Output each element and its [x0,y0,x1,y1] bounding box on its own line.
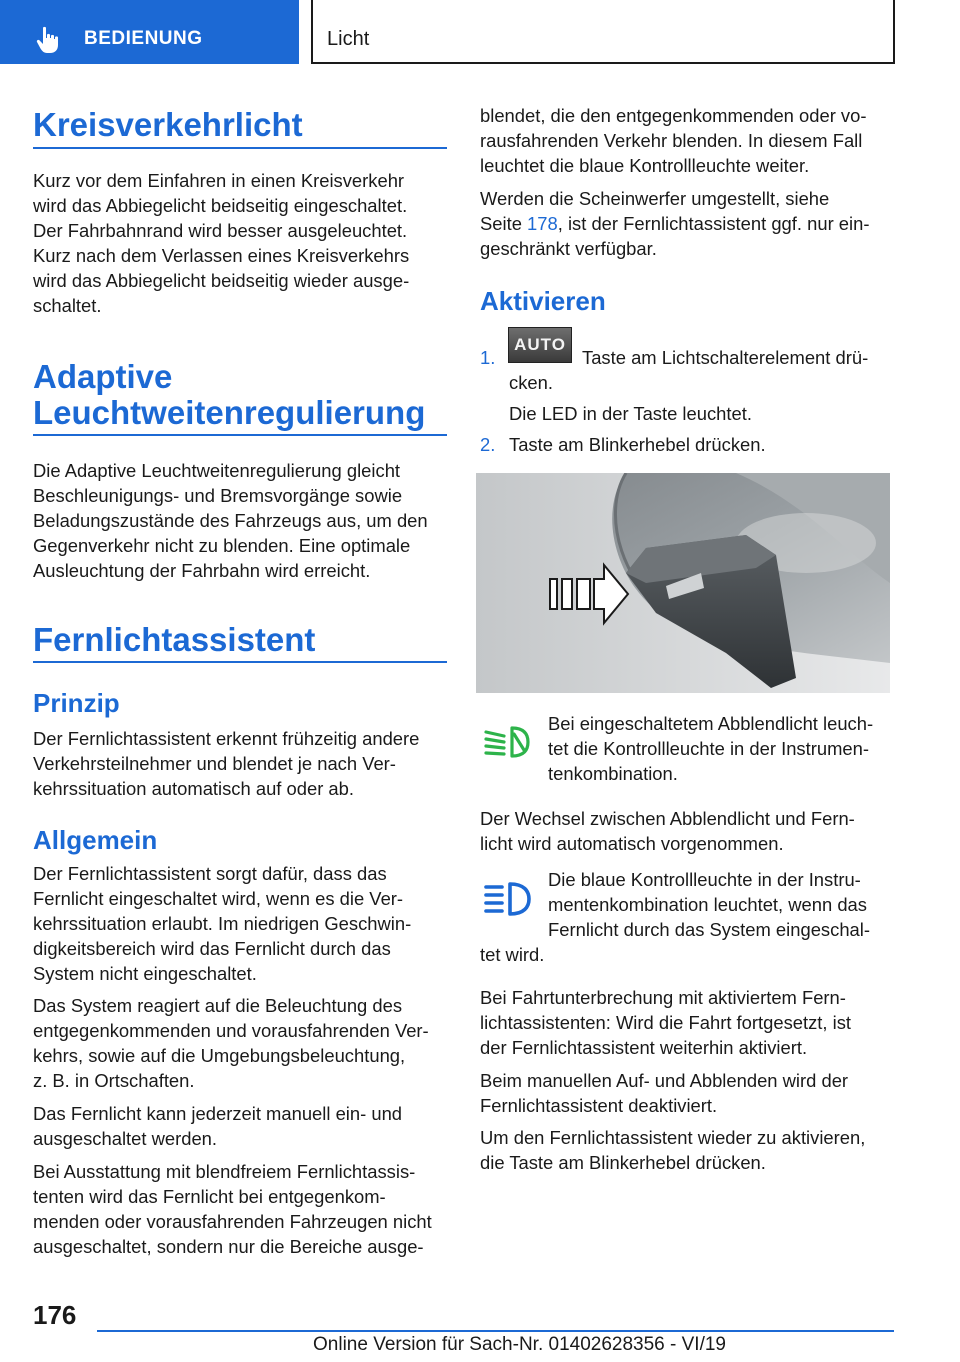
pointing-hand-icon [34,25,64,55]
page-reference-link[interactable]: 178 [527,213,558,234]
footer-rule [97,1330,894,1332]
paragraph-wechsel: Der Wechsel zwischen Abblendlicht und Fern‐ licht wird automatisch vorgenommen. [480,808,855,854]
heading-kreisverkehrlicht: Kreisverkehrlicht [33,106,303,143]
paragraph-reference: Werden die Scheinwerfer umgestellt, siehe Seite 178, ist der Fernlichtassistent ggf. nur ein‐ geschränkt verfügbar. [480,188,870,259]
step1-result: Die LED in der Taste leuchtet. [509,403,752,424]
subheading-allgemein: Allgemein [33,825,158,855]
section-tab[interactable] [0,0,299,64]
paragraph-prinzip: Der Fernlichtassistent erkennt frühzeitig andere Verkehrsteilnehmer und blendet je nach Ver‐ kehrssituation automatisch auf oder ab. [33,728,420,799]
step-number: 1. [480,347,496,368]
paragraph-low-beam-indicator: Bei eingeschaltetem Abblendlicht leuch‐ tet die Kontrollleuchte in der Instrumen‐ tenkombination. [548,713,874,784]
paragraph-kreisverkehrlicht: Kurz vor dem Einfahren in einen Kreisverkehr wird das Abbiegelicht beidseitig eingeschaltet. Der Fahrbahnrand wird besser ausgeleuchtet. Kurz nach dem Verlassen eines Kreisverkehrs wird das Abbiegelicht beidseitig wieder ausge‐ schaltet. [33,170,410,316]
heading-adaptive-line2: Leuchtweitenregulierung [33,394,426,431]
heading-rule [33,661,447,663]
paragraph-high-beam-indicator: Die blaue Kontrollleuchte in der Instru‐ mentenkombination leuchtet, wenn das Fernlicht durch das System eingeschal‐ [548,869,870,940]
auto-button-icon: AUTO [508,327,572,363]
heading-rule [33,434,447,436]
paragraph-allgemein-4: Bei Ausstattung mit blendfreiem Fernlichtassis‐ tenten wird das Fernlicht bei entgegenkom‐ menden oder vorausfahrenden Fahrzeugen nicht ausgeschaltet, sondern nur die Bereiche ausge‐ [33,1161,432,1257]
paragraph-allgemein-2: Das System reagiert auf die Beleuchtung des entgegenkommenden und vorausfahrenden Ver‐ kehrs, sowie auf die Umgebungsbeleuchtung, z. B. in Ortschaften. [33,995,429,1091]
turn-signal-lever-illustration [476,473,890,693]
section-label: BEDIENUNG [84,28,203,49]
low-beam-indicator-icon [484,722,532,767]
paragraph-continuation: blendet, die den entgegenkommenden oder vo‐ rausfahrenden Verkehr blenden. In diesem Fall leuchtet die blaue Kontrollleuchte weiter. [480,105,867,176]
chapter-label: Licht [327,28,370,50]
step1-text: Taste am Lichtschalterelement drü‐ [582,347,869,368]
paragraph-high-beam-indicator-tail: tet wird. [480,944,545,965]
step2-text: Taste am Blinkerhebel drücken. [509,434,766,455]
paragraph-allgemein-1: Der Fernlichtassistent sorgt dafür, dass das Fernlicht eingeschaltet wird, wenn es die Ver‐ kehrssituation erlaubt. Im niedrigen Geschwin‐ digkeitsbereich wird das Fernlicht durch das System nicht eingeschaltet. [33,863,412,984]
paragraph-reaktivieren: Um den Fernlichtassistent wieder zu aktivieren, die Taste am Blinkerhebel drücken. [480,1127,866,1173]
heading-adaptive-line1: Adaptive [33,358,173,395]
heading-fernlichtassistent: Fernlichtassistent [33,621,316,658]
footer-version-text: Online Version für Sach-Nr. 01402628356 - VI/19 [313,1334,726,1355]
chapter-tab[interactable] [311,0,895,64]
paragraph-adaptive: Die Adaptive Leuchtweitenregulierung gleicht Beschleunigungs- und Bremsvorgänge sowie Beladungszustände des Fahrzeugs aus, um den Gegenverkehr nicht zu blenden. Eine optimale Ausleuchtung der Fahrbahn wird erreicht. [33,460,428,581]
paragraph-allgemein-3: Das Fernlicht kann jederzeit manuell ein- und ausgeschaltet werden. [33,1103,403,1149]
heading-rule [33,147,447,149]
high-beam-indicator-icon [484,878,532,925]
subheading-prinzip: Prinzip [33,688,120,718]
paragraph-fahrtunterbrechung: Bei Fahrtunterbrechung mit aktiviertem Fern‐ lichtassistenten: Wird die Fahrt fortgesetzt, ist der Fernlichtassistent weiterhin aktiviert. [480,987,852,1058]
page-number: 176 [33,1300,77,1330]
step1-text-cont: cken. [509,372,553,393]
paragraph-manuell: Beim manuellen Auf- und Abblenden wird der Fernlichtassistent deaktiviert. [480,1070,849,1116]
step-number: 2. [480,434,496,455]
subheading-aktivieren: Aktivieren [480,286,606,316]
